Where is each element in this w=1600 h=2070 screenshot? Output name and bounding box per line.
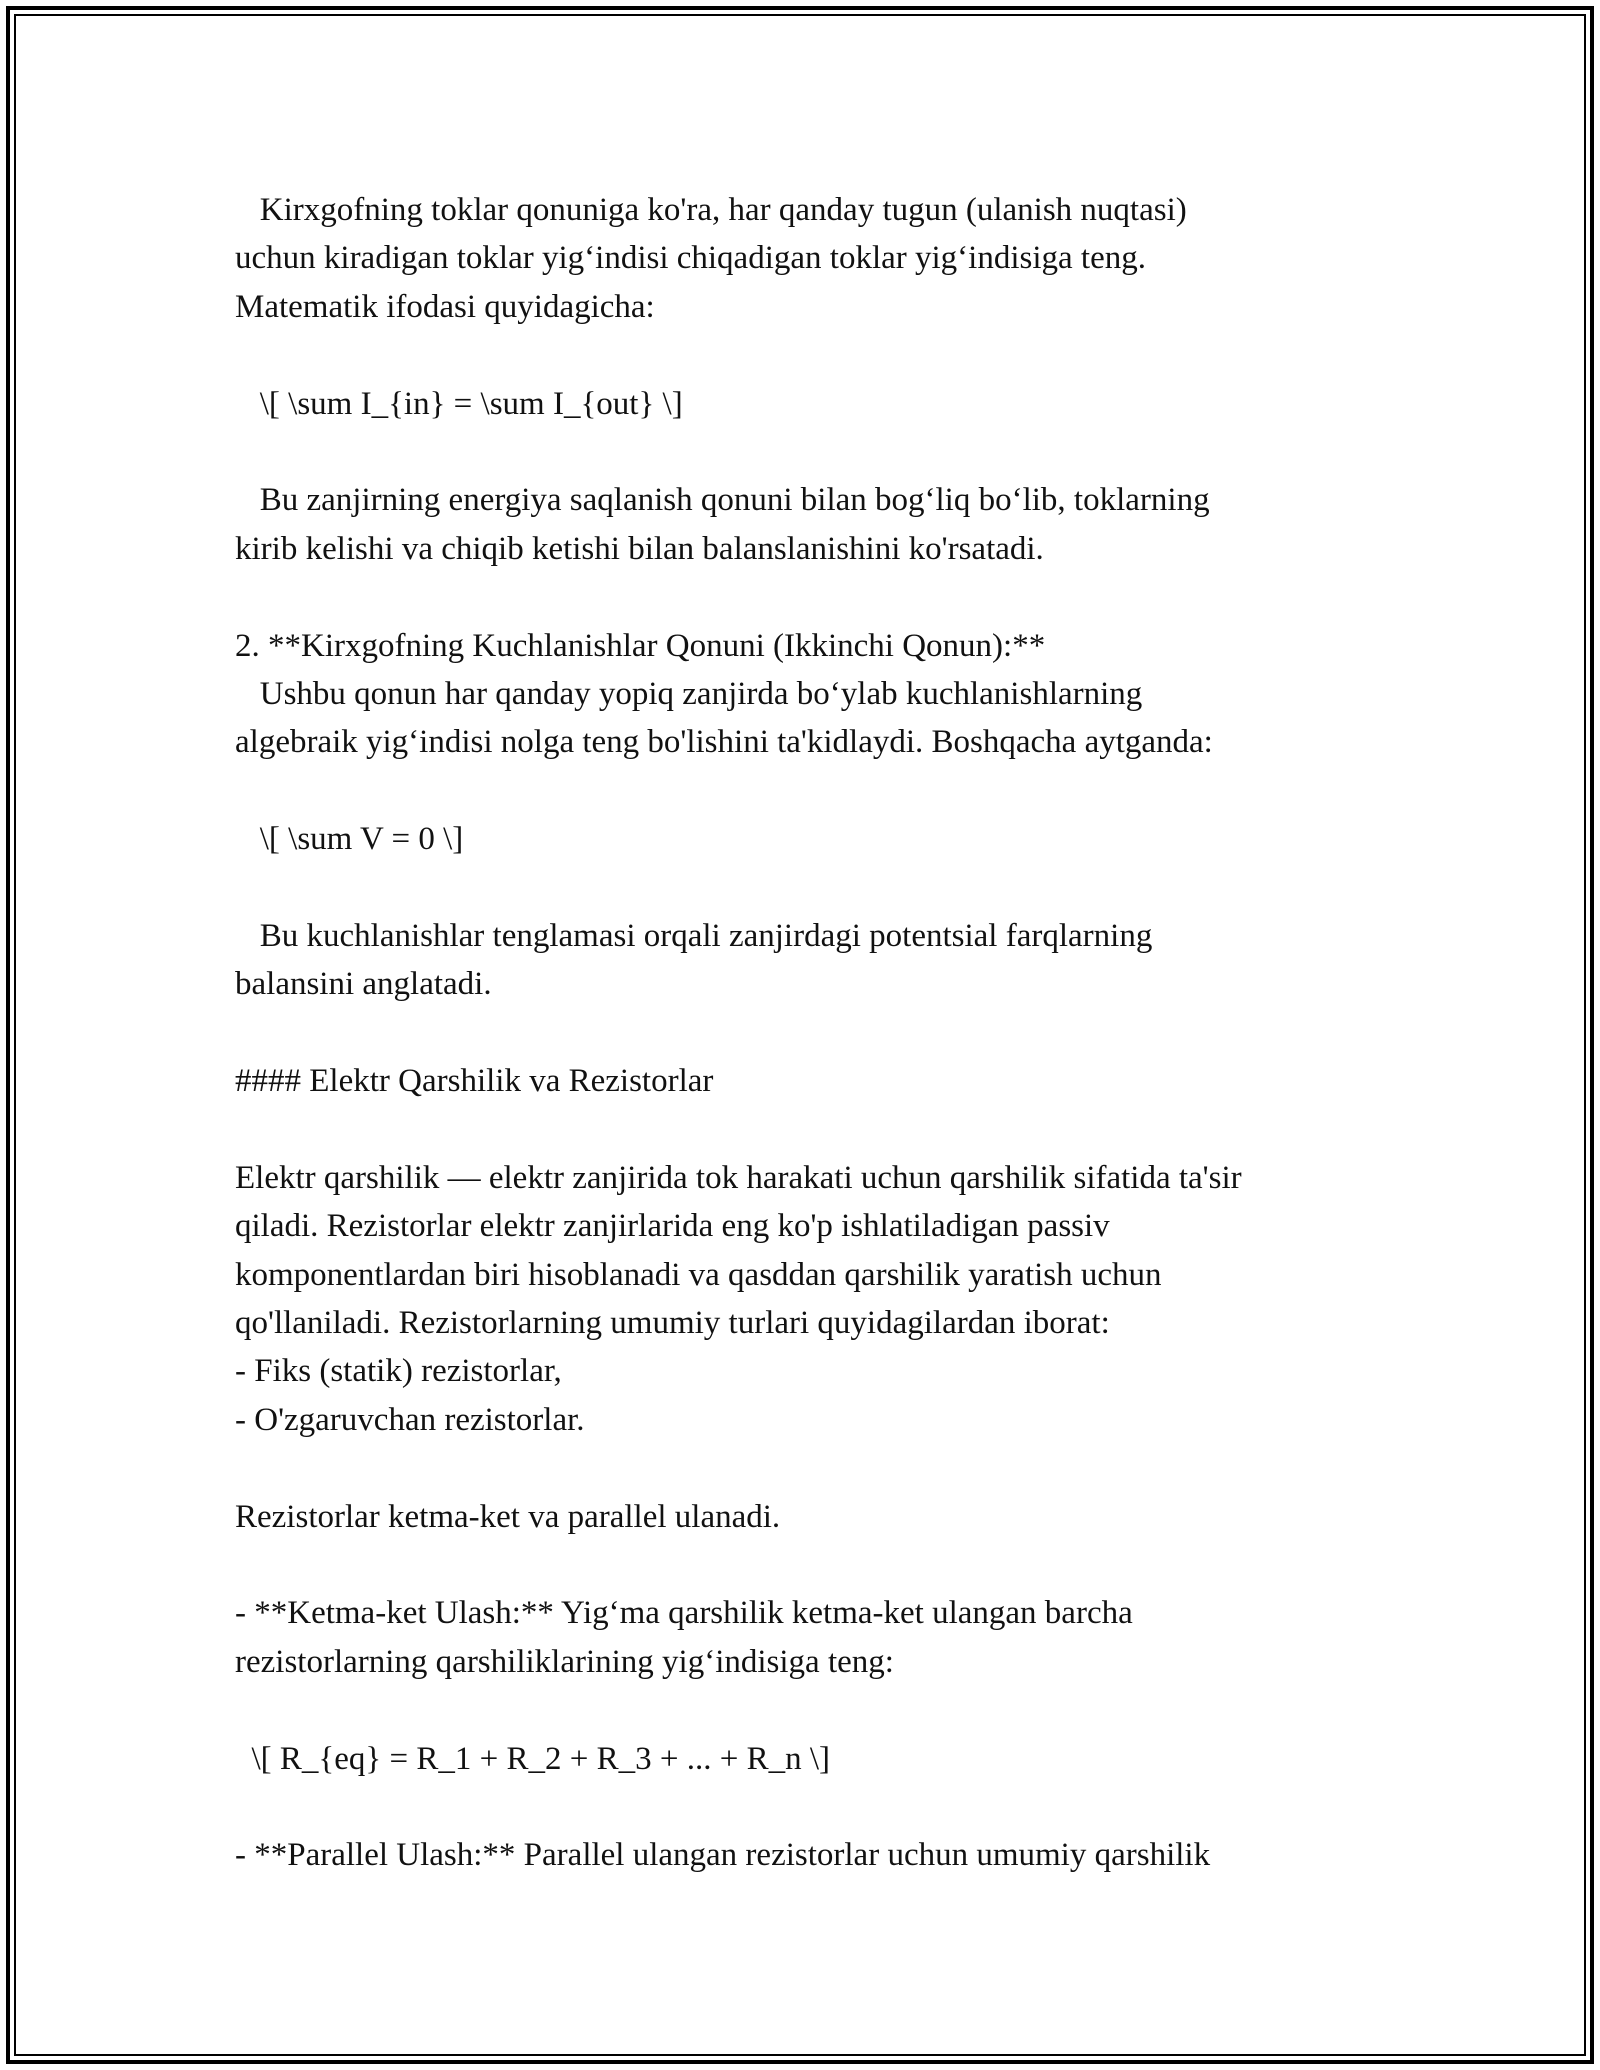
text-line: balansini anglatadi. <box>235 966 492 1003</box>
document-body <box>235 186 1365 1880</box>
text-line: uchun kiradigan toklar yig‘indisi chiqadigan toklar yig‘indisiga teng. <box>235 240 1146 277</box>
resistor-paragraph <box>235 1154 1365 1444</box>
text-line: Bu kuchlanishlar tenglamasi orqali zanjirdagi potentsial farqlarning <box>235 917 1153 954</box>
kcl-note <box>235 476 1365 573</box>
connection-paragraph: Rezistorlar ketma-ket va parallel ulanadi. <box>235 1498 781 1535</box>
text-line: rezistorlarning qarshiliklarining yig‘indisiga teng: <box>235 1643 894 1680</box>
series-formula: \[ R_{eq} = R_1 + R_2 + R_3 + ... + R_n \] <box>235 1740 830 1777</box>
paragraph-spacer <box>235 428 1365 476</box>
paragraph-spacer <box>235 1783 1365 1831</box>
paragraph-spacer <box>235 767 1365 815</box>
parallel-paragraph: - **Parallel Ulash:** Parallel ulangan rezistorlar uchun umumiy qarshilik <box>235 1837 1211 1874</box>
paragraph-spacer <box>235 1105 1365 1153</box>
series-paragraph <box>235 1589 1365 1686</box>
paragraph-spacer <box>235 331 1365 379</box>
paragraph-spacer <box>235 1444 1365 1492</box>
paragraph-spacer <box>235 573 1365 621</box>
text-line: qiladi. Rezistorlar elektr zanjirlarida eng ko'p ishlatiladigan passiv <box>235 1208 1110 1245</box>
kcl-paragraph <box>235 186 1365 331</box>
kvl-formula: \[ \sum V = 0 \] <box>235 821 464 858</box>
resistor-heading: #### Elektr Qarshilik va Rezistorlar <box>235 1063 714 1100</box>
text-line: kirib kelishi va chiqib ketishi bilan balanslanishini ko'rsatadi. <box>235 530 1044 567</box>
kvl-paragraph <box>235 670 1365 767</box>
text-line: Matematik ifodasi quyidagicha: <box>235 288 655 325</box>
text-line: algebraik yig‘indisi nolga teng bo'lishini ta'kidlaydi. Boshqacha aytganda: <box>235 724 1213 761</box>
paragraph-spacer <box>235 1541 1365 1589</box>
text-line: Elektr qarshilik — elektr zanjirida tok harakati uchun qarshilik sifatida ta'sir <box>235 1159 1242 1196</box>
kvl-note <box>235 912 1365 1009</box>
kcl-formula: \[ \sum I_{in} = \sum I_{out} \] <box>235 385 683 422</box>
text-line: qo'llaniladi. Rezistorlarning umumiy turlari quyidagilardan iborat: <box>235 1304 1110 1341</box>
text-line: komponentlardan biri hisoblanadi va qasddan qarshilik yaratish uchun <box>235 1256 1162 1293</box>
paragraph-spacer <box>235 1009 1365 1057</box>
kvl-heading: 2. **Kirxgofning Kuchlanishlar Qonuni (Ikkinchi Qonun):** <box>235 627 1046 664</box>
list-item: - **Ketma-ket Ulash:** Yig‘ma qarshilik ketma-ket ulangan barcha <box>235 1595 1133 1632</box>
paragraph-spacer <box>235 863 1365 911</box>
list-item: - O'zgaruvchan rezistorlar. <box>235 1401 585 1438</box>
list-item: - Fiks (statik) rezistorlar, <box>235 1353 562 1390</box>
text-line: Kirxgofning toklar qonuniga ko'ra, har qanday tugun (ulanish nuqtasi) <box>235 192 1187 228</box>
text-line: Bu zanjirning energiya saqlanish qonuni bilan bog‘liq bo‘lib, toklarning <box>235 482 1210 519</box>
paragraph-spacer <box>235 1686 1365 1734</box>
text-line: Ushbu qonun har qanday yopiq zanjirda bo‘ylab kuchlanishlarning <box>235 675 1143 712</box>
